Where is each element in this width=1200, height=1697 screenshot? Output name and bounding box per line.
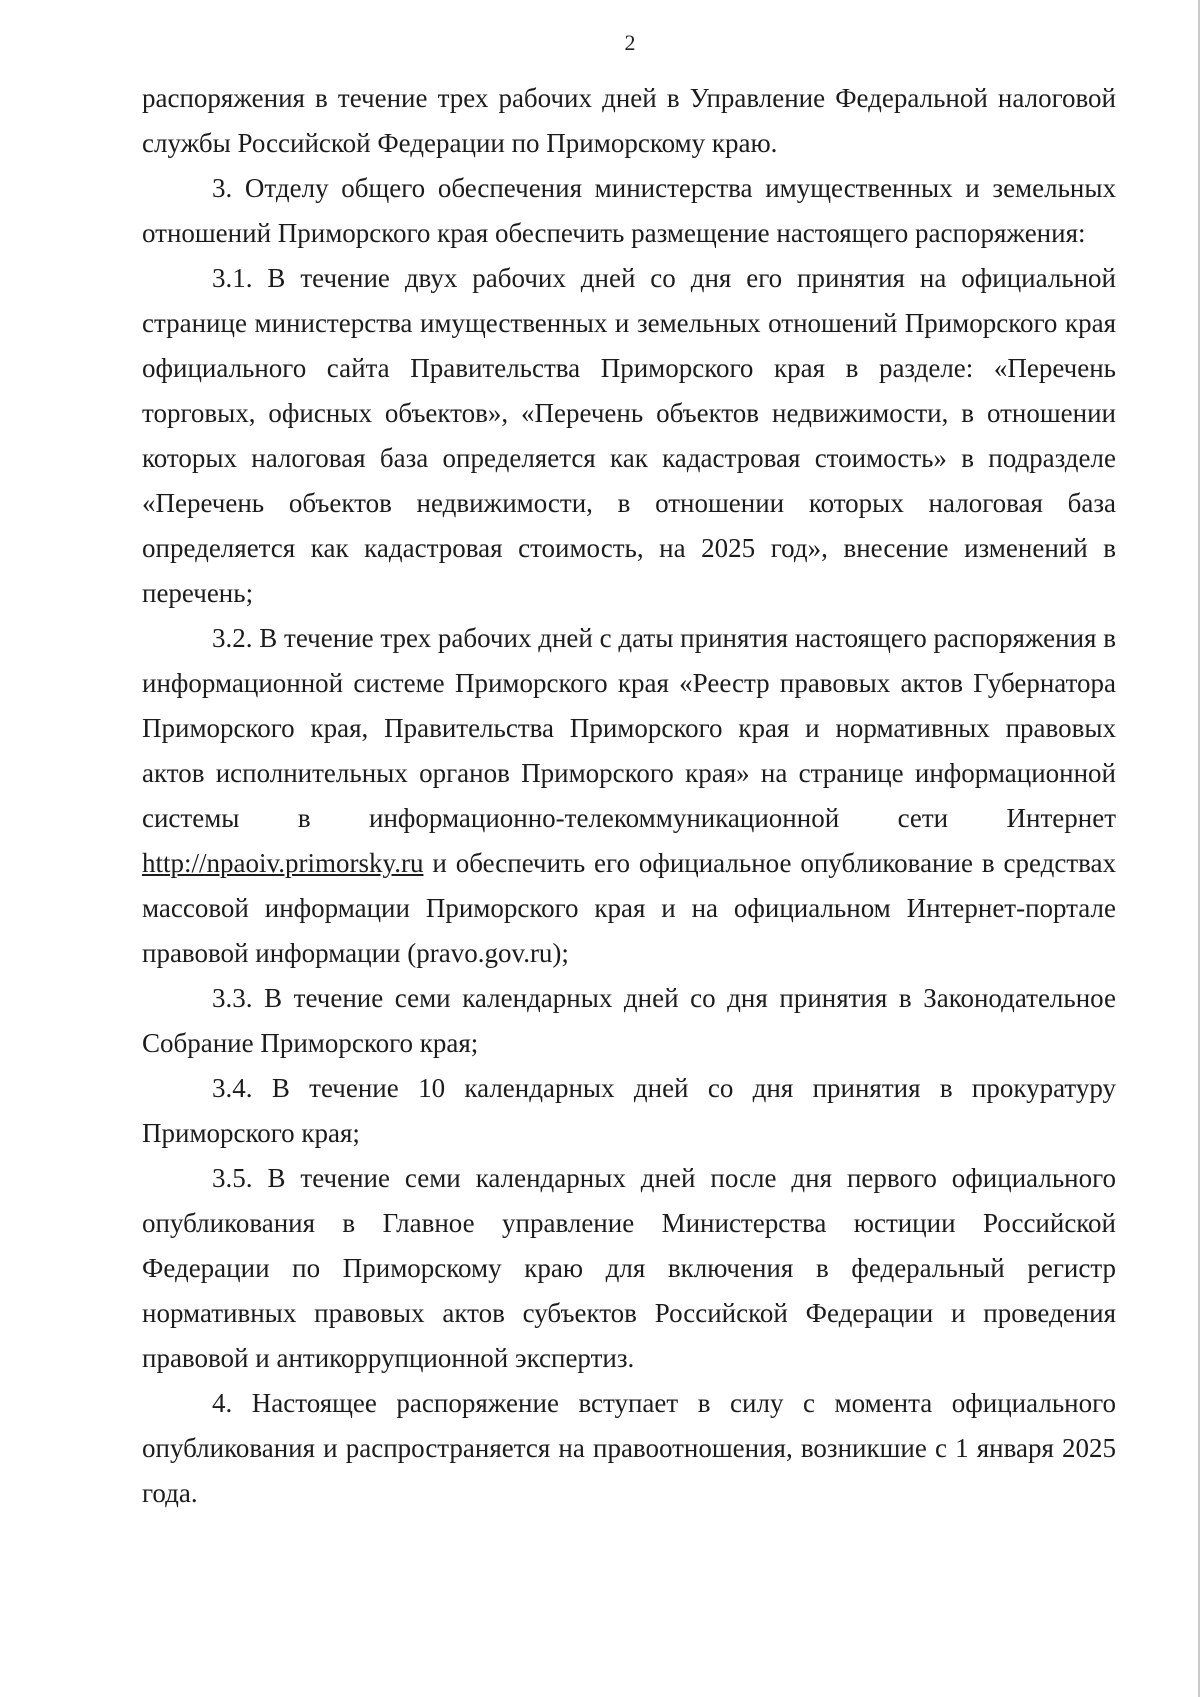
paragraph-4: 4. Настоящее распоряжение вступает в силу с момента официального опубликования и распространяется на правоотношения, возникшие с 1 января 2025 года. <box>142 1388 1116 1508</box>
paragraph-3-2-text-end: и обеспечить его официальное опубликование в средствах массовой информации Приморского края и на официальном Интернет-портале правовой информации (pravo.gov.ru); <box>142 848 1116 968</box>
paragraph-3-2-text-start: 3.2. В течение трех рабочих дней с даты принятия настоящего распоряжения в информационной системе Приморского края «Реестр правовых актов Губернатора Приморского края, Правительства Приморского края и нормативных правовых актов исполнительных органов Приморского края» на странице информационной системы в информационно-телекоммуникационной сети Интернет <box>142 623 1116 833</box>
paragraph-3: 3. Отделу общего обеспечения министерства имущественных и земельных отношений Приморского края обеспечить размещение настоящего распоряжения: <box>142 173 1116 248</box>
paragraph-3-5: 3.5. В течение семи календарных дней после дня первого официального опубликования в Главное управление Министерства юстиции Российской Федерации по Приморскому краю для включения в федеральный регистр нормативных правовых актов субъектов Российской Федерации и проведения правовой и антикоррупционной экспертиз. <box>142 1163 1116 1373</box>
document-body <box>142 76 1116 1516</box>
npaoiv-link[interactable]: http://npaoiv.primorsky.ru <box>142 848 424 878</box>
paragraph-3-2 <box>142 616 1116 976</box>
page-number: 2 <box>624 30 636 55</box>
paragraph-3-3: 3.3. В течение семи календарных дней со дня принятия в Законодательное Собрание Приморского края; <box>142 983 1116 1058</box>
paragraph-3-1: 3.1. В течение двух рабочих дней со дня его принятия на официальной странице министерства имущественных и земельных отношений Приморского края официального сайта Правительства Приморского края в разделе: «Перечень торговых, офисных объектов», «Перечень объектов недвижимости, в отношении которых налоговая база определяется как кадастровая стоимость» в подразделе «Перечень объектов недвижимости, в отношении которых налоговая база определяется как кадастровая стоимость, на 2025 год», внесение изменений в перечень; <box>142 263 1116 608</box>
paragraph-continuation: распоряжения в течение трех рабочих дней в Управление Федеральной налоговой службы Российской Федерации по Приморскому краю. <box>142 83 1116 158</box>
paragraph-3-4: 3.4. В течение 10 календарных дней со дня принятия в прокуратуру Приморского края; <box>142 1073 1116 1148</box>
